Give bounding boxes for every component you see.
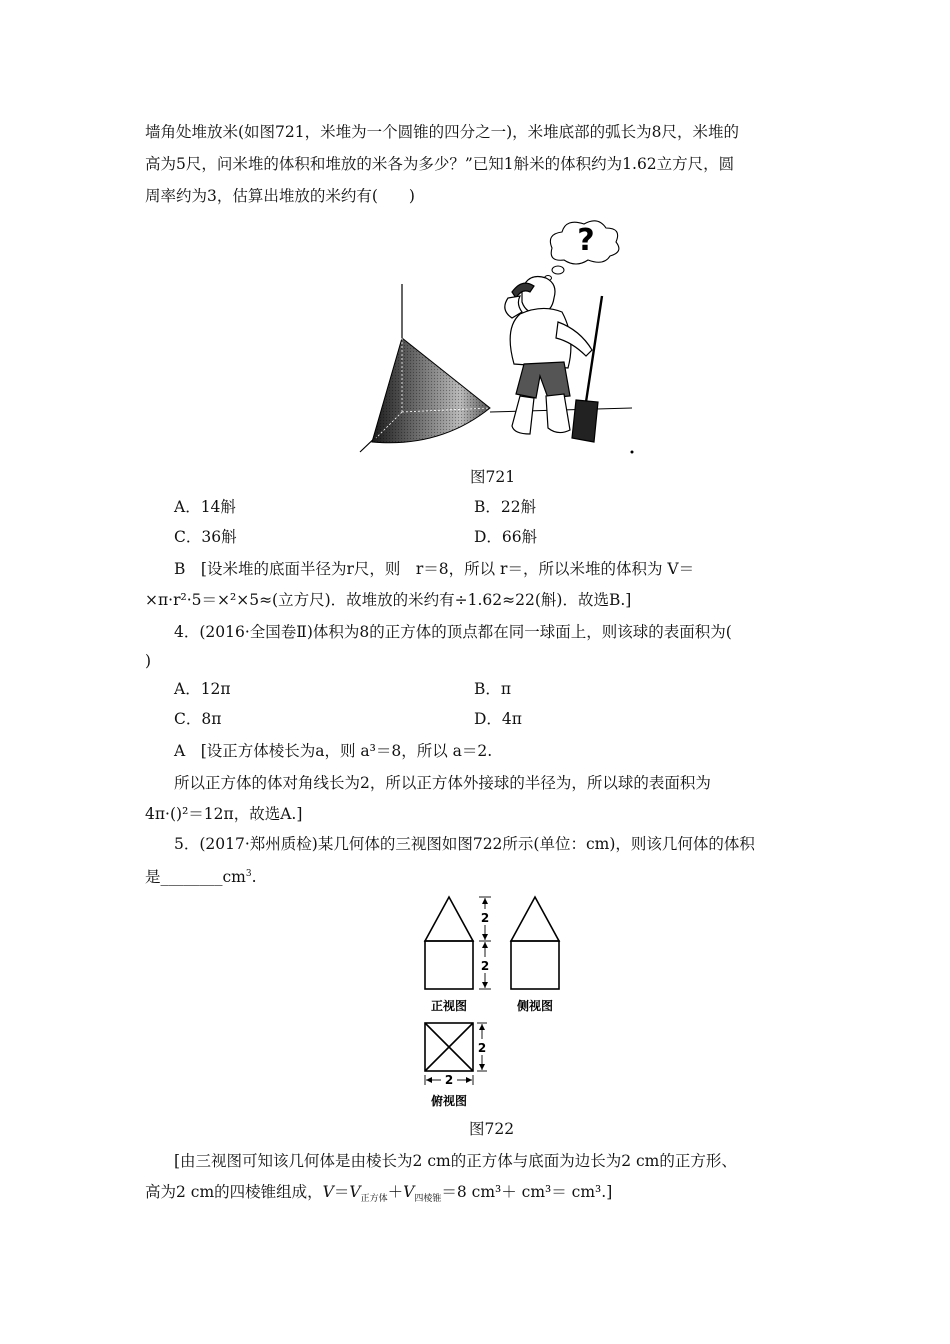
q4-option-b: B．π [474, 680, 512, 698]
q5-answer-plus: ＋ [387, 1183, 404, 1201]
q5-answer-prefix: 高为2 cm的四棱锥组成， [145, 1183, 323, 1201]
farmer-figure [505, 277, 602, 443]
q5-answer-line-1: [由三视图可知该几何体是由棱长为2 cm的正方体与底面为边长为2 cm的正方形、 [174, 1152, 737, 1170]
three-view-figure [415, 893, 575, 1115]
q3-option-b: B．22斛 [474, 498, 537, 516]
q5-answer-V: V [322, 1183, 334, 1201]
q3-option-c: C．36斛 [174, 528, 237, 546]
q5-answer-eq: ＝ [333, 1183, 350, 1201]
q5-answer-V1: V [349, 1183, 361, 1201]
front-view-shape [425, 897, 473, 941]
dim-top-view-width: 2 [444, 1073, 454, 1087]
q3-answer-line-1: B [设米堆的底面半径为r尺，则 r＝8，所以 r＝，所以米堆的体积为 V＝ [174, 560, 695, 578]
dim-front-bottom: 2 [480, 959, 490, 973]
q5-blank-text: 是________cm [145, 868, 246, 887]
q4-option-c: C．8π [174, 710, 222, 728]
rice-pile-figure [340, 212, 650, 460]
q5-line-2 [145, 864, 257, 887]
q4-option-a: A．12π [174, 680, 231, 698]
figure-722-caption: 图722 [469, 1120, 515, 1138]
q3-option-d: D．66斛 [474, 528, 538, 546]
q5-answer-line-2 [145, 1182, 612, 1209]
q5-answer-sub-pyramid: 四棱锥 [414, 1194, 442, 1205]
side-view-shape [511, 897, 559, 941]
question-mark: ? [577, 223, 595, 258]
thought-cloud [545, 221, 619, 281]
q5-line-1: 5．(2017·郑州质检)某几何体的三视图如图722所示(单位：cm)，则该几何体的体积 [174, 835, 755, 853]
q5-answer-sub-cube: 正方体 [360, 1194, 388, 1205]
q5-answer-V2: V [403, 1183, 415, 1201]
q3-line-2: 高为5尺，问米堆的体积和堆放的米各为多少？”已知1斛米的体积约为1.62立方尺，圆 [145, 155, 735, 173]
front-view-label: 正视图 [430, 999, 468, 1013]
figure-721-caption: 图721 [470, 468, 516, 486]
dim-front-top: 2 [480, 911, 490, 925]
q5-answer-rest: ＝8 cm³＋ cm³＝ cm³.] [441, 1183, 613, 1201]
q3-option-a: A．14斛 [174, 498, 236, 516]
cone-quarter [372, 338, 490, 443]
q3-line-3: 周率约为3，估算出堆放的米约有( ) [145, 187, 415, 205]
side-view-label: 侧视图 [516, 999, 554, 1013]
q4-answer-line-1: A [设正方体棱长为a，则 a³＝8，所以 a＝2. [174, 742, 493, 760]
q4-line-2: ) [145, 652, 152, 670]
top-view-label: 俯视图 [430, 1094, 468, 1108]
q4-line-1: 4．(2016·全国卷Ⅱ)体积为8的正方体的顶点都在同一球面上，则该球的表面积为( [174, 623, 732, 641]
q4-answer-line-2: 所以正方体的体对角线长为2，所以正方体外接球的半径为，所以球的表面积为 [174, 774, 711, 792]
q4-option-d: D．4π [474, 710, 522, 728]
q3-answer-line-2: ×π·r²·5＝×²×5≈(立方尺)．故堆放的米约有÷1.62≈22(斛)．故选B.] [145, 591, 632, 609]
q5-unit-sup: 3 [245, 869, 252, 879]
q4-answer-line-3: 4π·()²＝12π，故选A.] [145, 805, 303, 823]
q3-line-1: 墙角处堆放米(如图721，米堆为一个圆锥的四分之一)，米堆底部的弧长为8尺，米堆的 [145, 123, 740, 141]
q5-line-end: . [251, 868, 257, 887]
dim-top-view-height: 2 [477, 1041, 487, 1055]
